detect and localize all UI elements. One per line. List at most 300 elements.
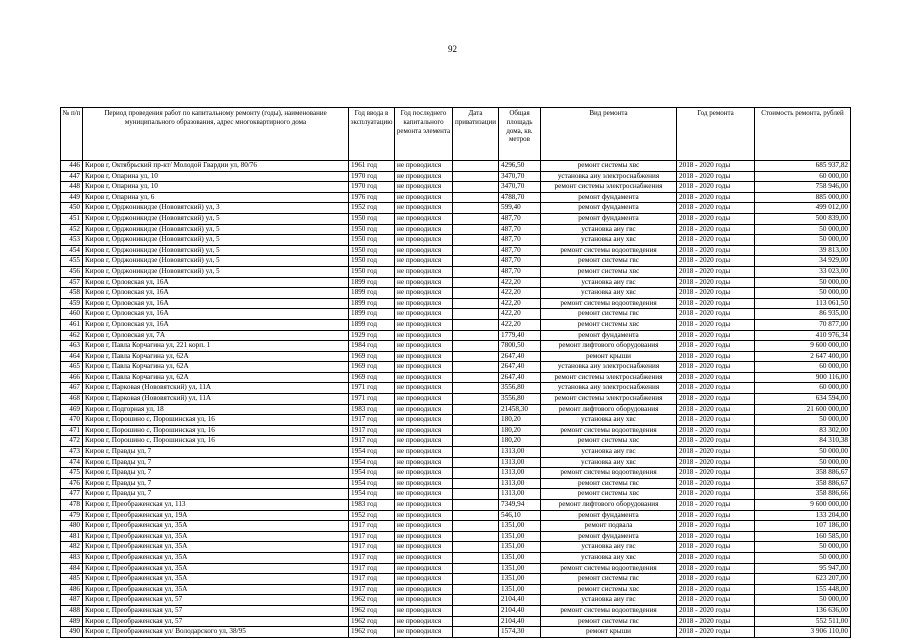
row-number: 486: [61, 584, 83, 595]
row-repair-type: установка аиу гвс: [541, 277, 677, 288]
row-address: Киров г, Порошино с, Порошинская ул, 16: [83, 436, 349, 447]
row-privatization: [453, 542, 499, 553]
row-last-repair: не проводился: [395, 415, 453, 426]
row-privatization: [453, 330, 499, 341]
row-number: 470: [61, 415, 83, 426]
row-address: Киров г, Преображенская ул, 35А: [83, 584, 349, 595]
row-area: 487,70: [499, 245, 541, 256]
row-privatization: [453, 213, 499, 224]
row-repair-type: ремонт подвала: [541, 521, 677, 532]
row-last-repair: не проводился: [395, 595, 453, 606]
row-commission-year: 1962 год: [349, 616, 395, 627]
row-address: Киров г, Преображенская ул, 35А: [83, 542, 349, 553]
row-repair-year: 2018 - 2020 годы: [677, 415, 755, 426]
row-cost: 21 600 000,00: [755, 404, 851, 415]
row-number: 479: [61, 510, 83, 521]
row-address: Киров г, Орджоникидзе (Нововятский) ул, 5: [83, 213, 349, 224]
row-commission-year: 1962 год: [349, 627, 395, 638]
row-privatization: [453, 383, 499, 394]
row-privatization: [453, 298, 499, 309]
row-area: 2104,40: [499, 595, 541, 606]
col-header-privatization: Дата приватизации: [453, 108, 499, 161]
row-last-repair: не проводился: [395, 468, 453, 479]
row-last-repair: не проводился: [395, 563, 453, 574]
table-row: [61, 351, 851, 362]
row-number: 447: [61, 171, 83, 182]
row-repair-year: 2018 - 2020 годы: [677, 531, 755, 542]
table-row: [61, 309, 851, 320]
row-repair-type: ремонт системы водоотведения: [541, 245, 677, 256]
row-last-repair: не проводился: [395, 531, 453, 542]
row-address: Киров г, Правды ул, 7: [83, 478, 349, 489]
row-cost: 634 594,00: [755, 394, 851, 405]
row-address: Киров г, Павла Корчагина ул, 62А: [83, 362, 349, 373]
row-number: 451: [61, 213, 83, 224]
table-row: [61, 330, 851, 341]
row-cost: 9 600 000,00: [755, 341, 851, 352]
row-repair-year: 2018 - 2020 годы: [677, 510, 755, 521]
row-repair-year: 2018 - 2020 годы: [677, 277, 755, 288]
row-repair-year: 2018 - 2020 годы: [677, 192, 755, 203]
row-privatization: [453, 500, 499, 511]
row-area: 7349,94: [499, 500, 541, 511]
row-address: Киров г, Орджоникидзе (Нововятский) ул, 3: [83, 203, 349, 214]
row-repair-year: 2018 - 2020 годы: [677, 182, 755, 193]
row-repair-type: установка аиу гвс: [541, 224, 677, 235]
row-cost: 50 000,00: [755, 277, 851, 288]
row-address: Киров г, Преображенская ул, 57: [83, 616, 349, 627]
table-row: [61, 605, 851, 616]
row-address: Киров г, Преображенская ул, 35А: [83, 574, 349, 585]
row-repair-type: установка аиу электроснабжения: [541, 362, 677, 373]
table-row: [61, 436, 851, 447]
row-repair-year: 2018 - 2020 годы: [677, 383, 755, 394]
row-privatization: [453, 404, 499, 415]
row-last-repair: не проводился: [395, 489, 453, 500]
row-commission-year: 1984 год: [349, 341, 395, 352]
row-area: 180,20: [499, 425, 541, 436]
row-number: 487: [61, 595, 83, 606]
table-row: [61, 288, 851, 299]
row-repair-type: ремонт фундамента: [541, 203, 677, 214]
row-address: Киров г, Парковая (Нововятский) ул, 11А: [83, 383, 349, 394]
row-last-repair: не проводился: [395, 404, 453, 415]
row-privatization: [453, 563, 499, 574]
row-commission-year: 1969 год: [349, 351, 395, 362]
row-cost: 160 585,00: [755, 531, 851, 542]
row-address: Киров г, Орловская ул, 16А: [83, 277, 349, 288]
row-address: Киров г, Правды ул, 7: [83, 447, 349, 458]
table-row: [61, 404, 851, 415]
row-last-repair: не проводился: [395, 351, 453, 362]
table-row: [61, 245, 851, 256]
row-area: 1313,00: [499, 457, 541, 468]
row-privatization: [453, 245, 499, 256]
row-commission-year: 1950 год: [349, 213, 395, 224]
row-commission-year: 1899 год: [349, 277, 395, 288]
row-last-repair: не проводился: [395, 266, 453, 277]
row-repair-type: ремонт системы хвс: [541, 319, 677, 330]
row-cost: 50 000,00: [755, 595, 851, 606]
row-privatization: [453, 224, 499, 235]
row-number: 446: [61, 161, 83, 172]
row-repair-year: 2018 - 2020 годы: [677, 521, 755, 532]
row-repair-year: 2018 - 2020 годы: [677, 288, 755, 299]
row-repair-type: ремонт системы гвс: [541, 309, 677, 320]
row-cost: 84 310,38: [755, 436, 851, 447]
row-last-repair: не проводился: [395, 383, 453, 394]
row-repair-type: ремонт системы электроснабжения: [541, 394, 677, 405]
row-number: 458: [61, 288, 83, 299]
row-cost: 50 000,00: [755, 415, 851, 426]
row-repair-type: ремонт системы гвс: [541, 478, 677, 489]
row-area: 7800,50: [499, 341, 541, 352]
row-privatization: [453, 468, 499, 479]
row-commission-year: 1917 год: [349, 584, 395, 595]
table-row: [61, 574, 851, 585]
row-repair-year: 2018 - 2020 годы: [677, 213, 755, 224]
table-row: [61, 531, 851, 542]
row-last-repair: не проводился: [395, 171, 453, 182]
row-address: Киров г, Правды ул, 7: [83, 457, 349, 468]
row-last-repair: не проводился: [395, 235, 453, 246]
row-commission-year: 1969 год: [349, 372, 395, 383]
row-commission-year: 1899 год: [349, 288, 395, 299]
row-area: 1574,30: [499, 627, 541, 638]
row-cost: 86 935,00: [755, 309, 851, 320]
row-commission-year: 1917 год: [349, 531, 395, 542]
row-address: Киров г, Орловская ул, 16А: [83, 288, 349, 299]
row-privatization: [453, 531, 499, 542]
row-area: 422,20: [499, 288, 541, 299]
row-repair-year: 2018 - 2020 годы: [677, 298, 755, 309]
row-address: Киров г, Порошино с, Порошинская ул, 16: [83, 415, 349, 426]
row-address: Киров г, Опарина ул, 10: [83, 171, 349, 182]
col-header-area: Общая площадь дома, кв. метров: [499, 108, 541, 161]
row-repair-type: установка аиу хвс: [541, 235, 677, 246]
row-last-repair: не проводился: [395, 182, 453, 193]
row-area: 4788,70: [499, 192, 541, 203]
row-repair-type: ремонт системы гвс: [541, 574, 677, 585]
row-number: 460: [61, 309, 83, 320]
row-address: Киров г, Преображенская ул, 35А: [83, 552, 349, 563]
row-repair-type: ремонт системы водоотведения: [541, 563, 677, 574]
row-cost: 50 000,00: [755, 447, 851, 458]
row-privatization: [453, 627, 499, 638]
row-address: Киров г, Орджоникидзе (Нововятский) ул, 5: [83, 256, 349, 267]
row-number: 467: [61, 383, 83, 394]
row-privatization: [453, 161, 499, 172]
row-address: Киров г, Преображенская ул, 57: [83, 605, 349, 616]
row-area: 2647,40: [499, 351, 541, 362]
row-privatization: [453, 235, 499, 246]
row-cost: 133 204,00: [755, 510, 851, 521]
row-area: 2647,40: [499, 362, 541, 373]
row-cost: 50 000,00: [755, 552, 851, 563]
row-address: Киров г, Преображенская ул, 35А: [83, 563, 349, 574]
table-row: [61, 394, 851, 405]
row-repair-year: 2018 - 2020 годы: [677, 478, 755, 489]
row-commission-year: 1954 год: [349, 447, 395, 458]
row-commission-year: 1954 год: [349, 468, 395, 479]
row-repair-year: 2018 - 2020 годы: [677, 351, 755, 362]
page-number: 92: [448, 44, 457, 54]
row-number: 468: [61, 394, 83, 405]
row-privatization: [453, 436, 499, 447]
row-repair-type: установка аиу хвс: [541, 288, 677, 299]
row-repair-type: ремонт фундамента: [541, 330, 677, 341]
row-repair-year: 2018 - 2020 годы: [677, 468, 755, 479]
row-number: 490: [61, 627, 83, 638]
row-area: 21458,30: [499, 404, 541, 415]
row-commission-year: 1976 год: [349, 192, 395, 203]
table-row: [61, 319, 851, 330]
row-commission-year: 1952 год: [349, 510, 395, 521]
row-last-repair: не проводился: [395, 224, 453, 235]
row-commission-year: 1962 год: [349, 595, 395, 606]
row-number: 489: [61, 616, 83, 627]
row-commission-year: 1899 год: [349, 319, 395, 330]
row-cost: 3 906 110,00: [755, 627, 851, 638]
row-area: 3556,80: [499, 394, 541, 405]
table-row: [61, 298, 851, 309]
row-number: 469: [61, 404, 83, 415]
row-repair-year: 2018 - 2020 годы: [677, 627, 755, 638]
table-row: [61, 182, 851, 193]
row-area: 1779,40: [499, 330, 541, 341]
row-commission-year: 1954 год: [349, 457, 395, 468]
row-address: Киров г, Опарина ул, 10: [83, 182, 349, 193]
row-area: 1313,00: [499, 489, 541, 500]
row-number: 474: [61, 457, 83, 468]
row-commission-year: 1917 год: [349, 542, 395, 553]
row-repair-year: 2018 - 2020 годы: [677, 605, 755, 616]
row-last-repair: не проводился: [395, 330, 453, 341]
row-repair-year: 2018 - 2020 годы: [677, 425, 755, 436]
row-privatization: [453, 266, 499, 277]
repair-table: [60, 107, 851, 638]
row-cost: 70 877,00: [755, 319, 851, 330]
row-number: 453: [61, 235, 83, 246]
row-address: Киров г, Орджоникидзе (Нововятский) ул, 5: [83, 224, 349, 235]
table-row: [61, 372, 851, 383]
row-cost: 358 886,66: [755, 489, 851, 500]
row-number: 464: [61, 351, 83, 362]
row-area: 180,20: [499, 436, 541, 447]
row-last-repair: не проводился: [395, 319, 453, 330]
row-repair-type: ремонт системы электроснабжения: [541, 372, 677, 383]
row-last-repair: не проводился: [395, 584, 453, 595]
row-last-repair: не проводился: [395, 500, 453, 511]
row-commission-year: 1962 год: [349, 605, 395, 616]
row-commission-year: 1970 год: [349, 171, 395, 182]
row-area: 487,70: [499, 266, 541, 277]
col-header-repair-year: Год ремонта: [677, 108, 755, 161]
row-repair-type: ремонт системы водоотведения: [541, 425, 677, 436]
table-row: [61, 563, 851, 574]
row-number: 475: [61, 468, 83, 479]
row-repair-year: 2018 - 2020 годы: [677, 362, 755, 373]
row-address: Киров г, Орджоникидзе (Нововятский) ул, 5: [83, 266, 349, 277]
row-repair-type: ремонт системы хвс: [541, 489, 677, 500]
row-cost: 136 636,00: [755, 605, 851, 616]
row-last-repair: не проводился: [395, 542, 453, 553]
row-repair-type: установка аиу электроснабжения: [541, 383, 677, 394]
row-repair-type: ремонт фундамента: [541, 192, 677, 203]
row-cost: 50 000,00: [755, 457, 851, 468]
table-row: [61, 235, 851, 246]
row-number: 461: [61, 319, 83, 330]
table-row: [61, 203, 851, 214]
row-privatization: [453, 362, 499, 373]
row-area: 487,70: [499, 235, 541, 246]
row-cost: 95 947,00: [755, 563, 851, 574]
row-cost: 2 647 400,00: [755, 351, 851, 362]
row-address: Киров г, Орджоникидзе (Нововятский) ул, 5: [83, 245, 349, 256]
row-address: Киров г, Преображенская ул, 113: [83, 500, 349, 511]
row-privatization: [453, 425, 499, 436]
col-header-cost: Стоимость ремонта, рублей: [755, 108, 851, 161]
row-repair-year: 2018 - 2020 годы: [677, 203, 755, 214]
row-number: 466: [61, 372, 83, 383]
row-repair-type: установка аиу хвс: [541, 552, 677, 563]
row-privatization: [453, 595, 499, 606]
row-cost: 60 000,00: [755, 171, 851, 182]
row-privatization: [453, 616, 499, 627]
row-commission-year: 1917 год: [349, 574, 395, 585]
row-area: 1351,00: [499, 542, 541, 553]
row-number: 455: [61, 256, 83, 267]
row-number: 449: [61, 192, 83, 203]
row-repair-type: ремонт фундамента: [541, 213, 677, 224]
row-cost: 60 000,00: [755, 383, 851, 394]
table-row: [61, 500, 851, 511]
row-repair-year: 2018 - 2020 годы: [677, 235, 755, 246]
table-row: [61, 192, 851, 203]
row-privatization: [453, 203, 499, 214]
row-repair-type: ремонт лифтового оборудования: [541, 404, 677, 415]
row-number: 465: [61, 362, 83, 373]
row-commission-year: 1971 год: [349, 383, 395, 394]
row-repair-year: 2018 - 2020 годы: [677, 584, 755, 595]
row-cost: 50 000,00: [755, 288, 851, 299]
row-repair-type: установка аиу электроснабжения: [541, 171, 677, 182]
row-cost: 50 000,00: [755, 224, 851, 235]
row-area: 422,20: [499, 319, 541, 330]
row-commission-year: 1961 год: [349, 161, 395, 172]
row-address: Киров г, Правды ул, 7: [83, 489, 349, 500]
row-privatization: [453, 552, 499, 563]
row-number: 488: [61, 605, 83, 616]
row-commission-year: 1970 год: [349, 182, 395, 193]
row-last-repair: не проводился: [395, 213, 453, 224]
row-area: 2104,40: [499, 616, 541, 627]
row-repair-year: 2018 - 2020 годы: [677, 266, 755, 277]
row-repair-year: 2018 - 2020 годы: [677, 256, 755, 267]
row-last-repair: не проводился: [395, 478, 453, 489]
row-last-repair: не проводился: [395, 436, 453, 447]
row-repair-year: 2018 - 2020 годы: [677, 616, 755, 627]
table-row: [61, 171, 851, 182]
row-number: 462: [61, 330, 83, 341]
row-number: 484: [61, 563, 83, 574]
row-repair-type: ремонт фундамента: [541, 510, 677, 521]
row-commission-year: 1952 год: [349, 203, 395, 214]
row-area: 1313,00: [499, 447, 541, 458]
row-cost: 107 186,00: [755, 521, 851, 532]
table-row: [61, 521, 851, 532]
row-repair-year: 2018 - 2020 годы: [677, 319, 755, 330]
row-commission-year: 1917 год: [349, 521, 395, 532]
row-repair-year: 2018 - 2020 годы: [677, 457, 755, 468]
row-repair-type: установка аиу хвс: [541, 457, 677, 468]
row-area: 546,10: [499, 510, 541, 521]
row-commission-year: 1950 год: [349, 224, 395, 235]
row-cost: 358 886,67: [755, 468, 851, 479]
row-cost: 623 207,00: [755, 574, 851, 585]
row-area: 487,70: [499, 213, 541, 224]
table-row: [61, 383, 851, 394]
row-repair-year: 2018 - 2020 годы: [677, 595, 755, 606]
table-row: [61, 457, 851, 468]
col-header-repair-type: Вид ремонта: [541, 108, 677, 161]
row-number: 448: [61, 182, 83, 193]
row-address: Киров г, Преображенская ул, 57: [83, 595, 349, 606]
row-address: Киров г, Преображенская ул, 35А: [83, 531, 349, 542]
row-area: 2104,40: [499, 605, 541, 616]
row-repair-type: ремонт системы хвс: [541, 266, 677, 277]
table-row: [61, 341, 851, 352]
row-privatization: [453, 288, 499, 299]
row-repair-year: 2018 - 2020 годы: [677, 489, 755, 500]
row-area: 1313,00: [499, 468, 541, 479]
table-row: [61, 595, 851, 606]
row-repair-year: 2018 - 2020 годы: [677, 309, 755, 320]
row-repair-type: установка аиу гвс: [541, 542, 677, 553]
row-cost: 155 448,00: [755, 584, 851, 595]
row-last-repair: не проводился: [395, 288, 453, 299]
row-number: 471: [61, 425, 83, 436]
row-area: 3470,70: [499, 182, 541, 193]
row-address: Киров г, Октябрьский пр-кт/ Молодой Гвардии ул, 80/76: [83, 161, 349, 172]
row-cost: 885 000,00: [755, 192, 851, 203]
row-address: Киров г, Порошино с, Порошинская ул, 16: [83, 425, 349, 436]
row-commission-year: 1917 год: [349, 436, 395, 447]
row-commission-year: 1954 год: [349, 489, 395, 500]
row-last-repair: не проводился: [395, 394, 453, 405]
row-last-repair: не проводился: [395, 616, 453, 627]
row-number: 482: [61, 542, 83, 553]
table-row: [61, 616, 851, 627]
row-address: Киров г, Орловская ул, 16А: [83, 319, 349, 330]
row-cost: 34 929,00: [755, 256, 851, 267]
table-row: [61, 256, 851, 267]
row-commission-year: 1917 год: [349, 552, 395, 563]
row-last-repair: не проводился: [395, 298, 453, 309]
row-number: 485: [61, 574, 83, 585]
table-row: [61, 277, 851, 288]
row-repair-type: ремонт системы гвс: [541, 256, 677, 267]
row-privatization: [453, 192, 499, 203]
row-area: 1313,00: [499, 478, 541, 489]
row-area: 3556,80: [499, 383, 541, 394]
table-row: [61, 552, 851, 563]
row-address: Киров г, Орловская ул, 16А: [83, 298, 349, 309]
row-address: Киров г, Парковая (Нововятский) ул, 11А: [83, 394, 349, 405]
table-row: [61, 584, 851, 595]
row-cost: 685 937,82: [755, 161, 851, 172]
table-row: [61, 213, 851, 224]
